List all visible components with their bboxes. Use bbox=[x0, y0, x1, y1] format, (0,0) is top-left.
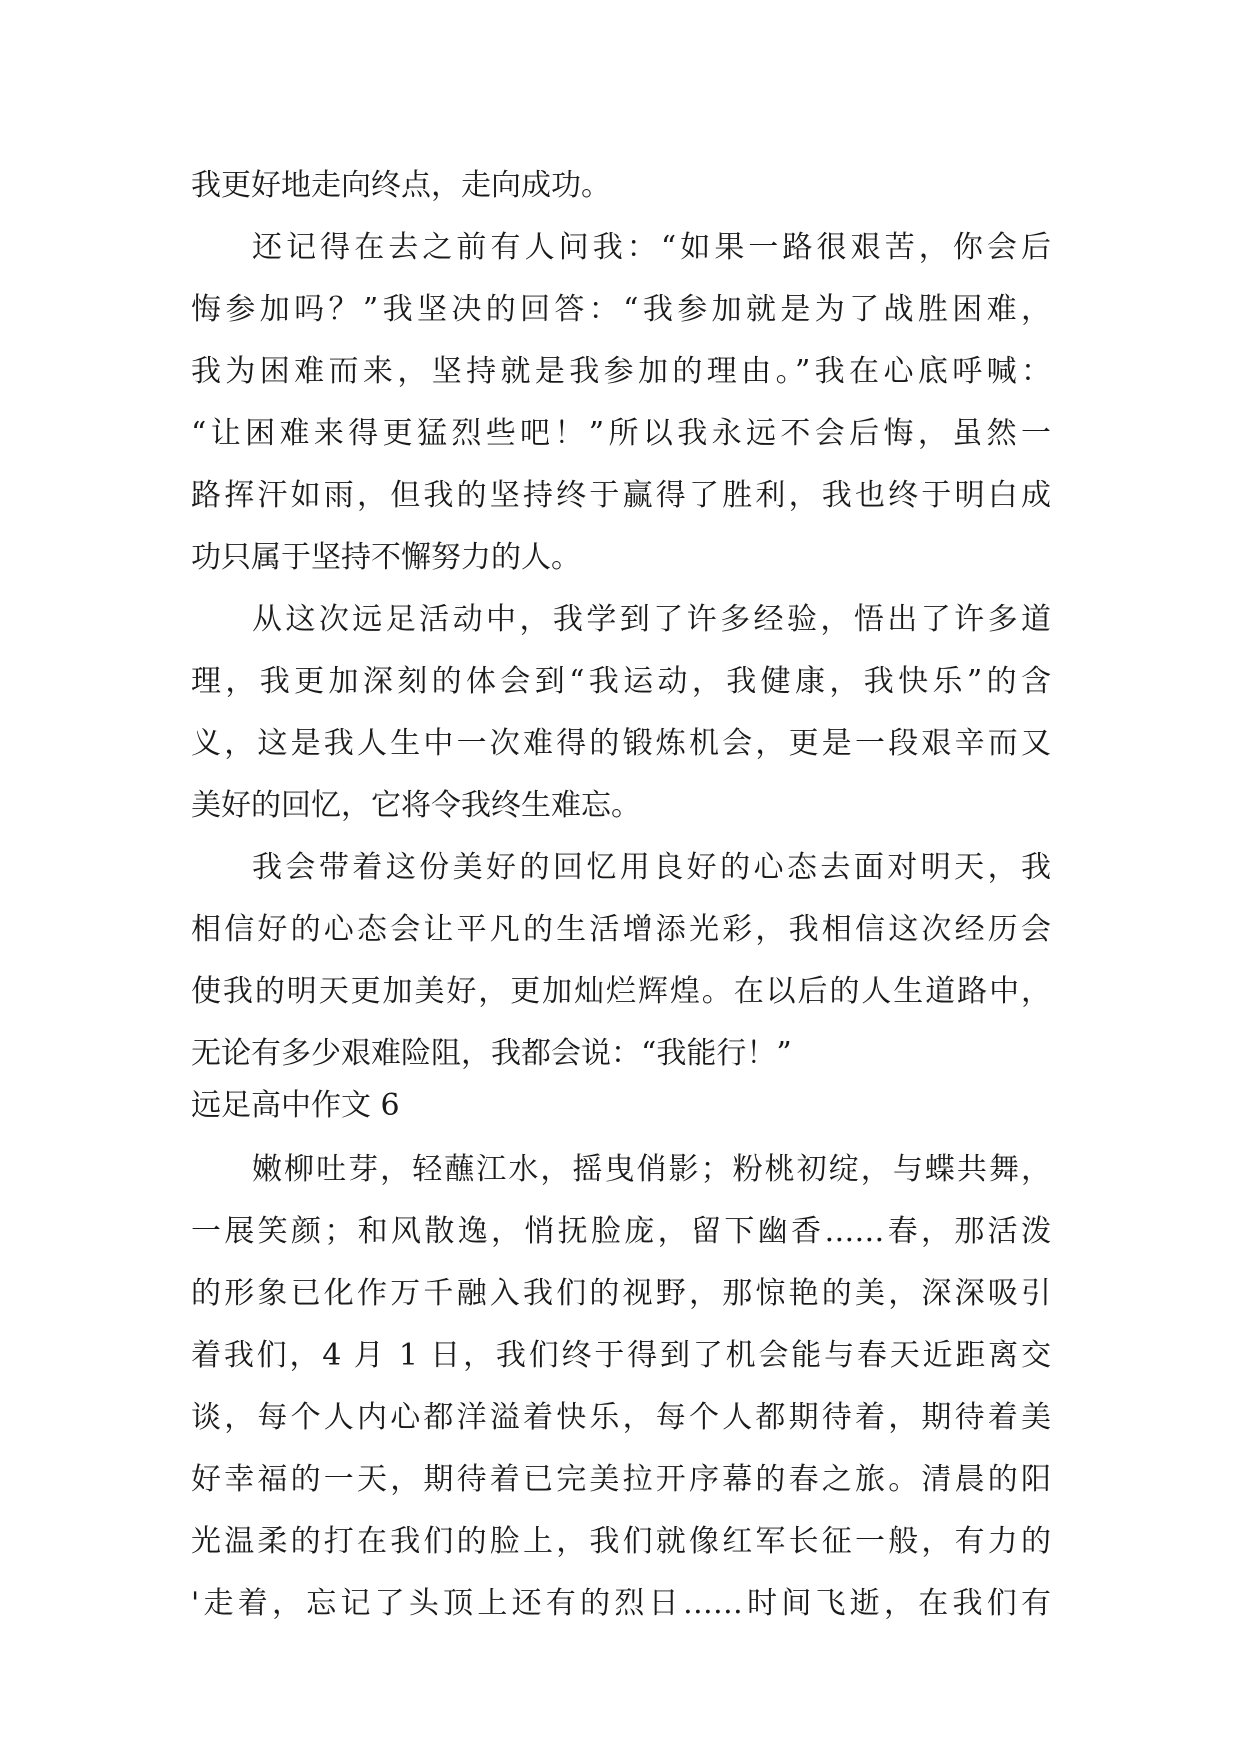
text-line: 理，我更加深刻的体会到“我运动，我健康，我快乐”的含 bbox=[191, 664, 1051, 699]
text-line: '走着，忘记了头顶上还有的烈日……时间飞逝，在我们有 bbox=[191, 1586, 1051, 1621]
text-line: “让困难来得更猛烈些吧！”所以我永远不会后悔，虽然一 bbox=[191, 416, 1051, 451]
text-line: 我会带着这份美好的回忆用良好的心态去面对明天，我 bbox=[252, 850, 1051, 885]
text-line: 使我的明天更加美好，更加灿烂辉煌。在以后的人生道路中， bbox=[191, 974, 1051, 1009]
text-line: 无论有多少艰难险阻，我都会说：“我能行！” bbox=[191, 1036, 792, 1071]
text-line: 路挥汗如雨，但我的坚持终于赢得了胜利，我也终于明白成 bbox=[191, 478, 1051, 513]
text-line: 一展笑颜；和风散逸，悄抚脸庞，留下幽香……春，那活泼 bbox=[191, 1214, 1051, 1249]
text-line: 从这次远足活动中，我学到了许多经验，悟出了许多道 bbox=[252, 602, 1051, 637]
text-line: 嫩柳吐芽，轻蘸江水，摇曳俏影；粉桃初绽，与蝶共舞， bbox=[252, 1152, 1051, 1187]
text-line: 的形象已化作万千融入我们的视野，那惊艳的美，深深吸引 bbox=[191, 1276, 1051, 1311]
text-line: 悔参加吗？”我坚决的回答：“我参加就是为了战胜困难， bbox=[191, 292, 1051, 327]
text-line: 我更好地走向终点，走向成功。 bbox=[191, 168, 611, 203]
text-line: 好幸福的一天，期待着已完美拉开序幕的春之旅。清晨的阳 bbox=[191, 1462, 1051, 1497]
text-line: 功只属于坚持不懈努力的人。 bbox=[191, 540, 581, 575]
text-line: 相信好的心态会让平凡的生活增添光彩，我相信这次经历会 bbox=[191, 912, 1051, 947]
text-line: 谈，每个人内心都洋溢着快乐，每个人都期待着，期待着美 bbox=[191, 1400, 1051, 1435]
text-line: 义，这是我人生中一次难得的锻炼机会，更是一段艰辛而又 bbox=[191, 726, 1051, 761]
text-line: 我为困难而来，坚持就是我参加的理由。”我在心底呼喊： bbox=[191, 354, 1051, 389]
text-line: 光温柔的打在我们的脸上，我们就像红军长征一般，有力的 bbox=[191, 1524, 1051, 1559]
text-line: 着我们，4 月 1 日，我们终于得到了机会能与春天近距离交 bbox=[191, 1338, 1051, 1373]
section-heading: 远足高中作文 6 bbox=[191, 1088, 400, 1123]
text-line: 还记得在去之前有人问我：“如果一路很艰苦，你会后 bbox=[252, 230, 1051, 265]
text-line: 美好的回忆，它将令我终生难忘。 bbox=[191, 788, 641, 823]
